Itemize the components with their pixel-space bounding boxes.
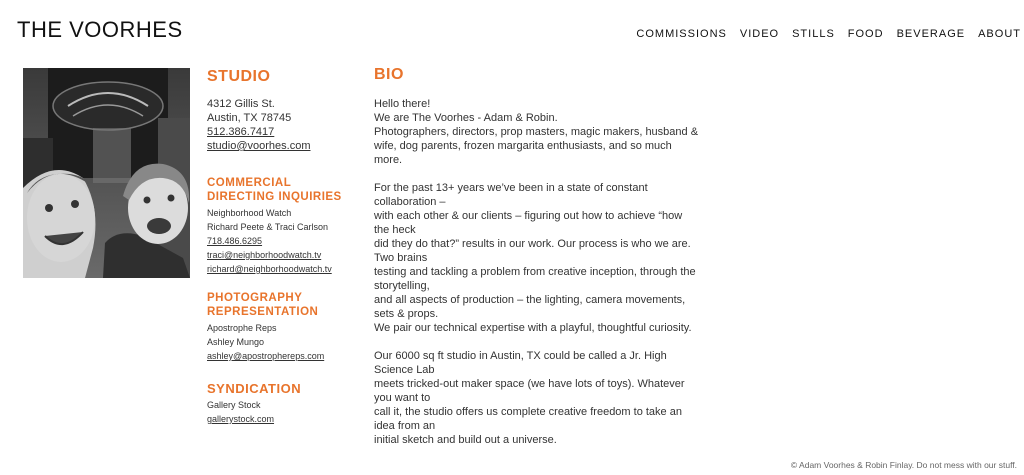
syndication-heading: SYNDICATION [207, 381, 302, 396]
syndication-section [207, 382, 362, 426]
studio-info [207, 68, 362, 426]
syndication-link[interactable]: gallerystock.com [207, 414, 275, 424]
photography-section [207, 291, 362, 363]
nav-video[interactable]: VIDEO [739, 28, 780, 40]
photography-name: Ashley Mungo [207, 337, 265, 347]
photography-heading: PHOTOGRAPHY REPRESENTATION [207, 292, 319, 318]
portrait-image [23, 68, 190, 278]
syndication-company: Gallery Stock [207, 400, 261, 410]
bio-paragraph-1: Hello there! We are The Voorhes - Adam & Robin. Photographers, directors, prop masters, magic makers, husband & wife, dog parents, frozen margarita enthusiasts, and so much more. [374, 98, 699, 166]
bio-paragraph-2: For the past 13+ years we’ve been in a state of constant collaboration – with each other & our clients – figuring out how to achieve “how the heck did they do that?” results in our work. Our process is who we are. Two brains testing and tackling a problem from creative inception, through the storytelling, and all aspects of production – the lighting, camera movements, sets & props. We pair our technical expertise with a playful, thoughtful curiosity. [374, 182, 696, 334]
photography-email-link[interactable]: ashley@apostrophereps.com [207, 351, 325, 361]
commercial-section [207, 176, 362, 276]
nav-commissions[interactable]: COMMISSIONS [636, 28, 727, 40]
studio-heading: STUDIO [207, 68, 271, 85]
address-line2: Austin, TX 78745 [207, 112, 292, 124]
studio-email-link[interactable]: studio@voorhes.com [207, 140, 311, 152]
commercial-heading: COMMERCIAL DIRECTING INQUIRIES [207, 177, 342, 203]
bio-paragraph-3: Our 6000 sq ft studio in Austin, TX could be called a Jr. High Science Lab meets tricked-out maker space (we have lots of toys). Whatever you want to call it, the studio offers us complete creative freedom to take an idea from an initial sketch and build out a universe. [374, 350, 685, 446]
nav-food[interactable]: FOOD [847, 28, 884, 40]
studio-phone-link[interactable]: 512.386.7417 [207, 126, 275, 138]
studio-address [207, 97, 362, 153]
commercial-company: Neighborhood Watch [207, 208, 292, 218]
nav-about[interactable]: ABOUT [978, 28, 1021, 40]
commercial-email2-link[interactable]: richard@neighborhoodwatch.tv [207, 264, 332, 274]
portrait-photo [23, 68, 190, 278]
bio-heading: BIO [374, 66, 404, 83]
commercial-email1-link[interactable]: traci@neighborhoodwatch.tv [207, 250, 322, 260]
commercial-names: Richard Peete & Traci Carlson [207, 222, 329, 232]
nav-stills[interactable]: STILLS [792, 28, 835, 40]
main-nav [623, 28, 1021, 40]
bio-section [374, 66, 754, 461]
site-logo[interactable]: THE VOORHES [17, 17, 183, 42]
footer-copyright: © Adam Voorhes & Robin Finlay. Do not mess with our stuff. [790, 460, 1017, 470]
address-line1: 4312 Gillis St. [207, 98, 275, 110]
photography-company: Apostrophe Reps [207, 323, 277, 333]
commercial-phone-link[interactable]: 718.486.6295 [207, 236, 263, 246]
nav-beverage[interactable]: BEVERAGE [896, 28, 966, 40]
